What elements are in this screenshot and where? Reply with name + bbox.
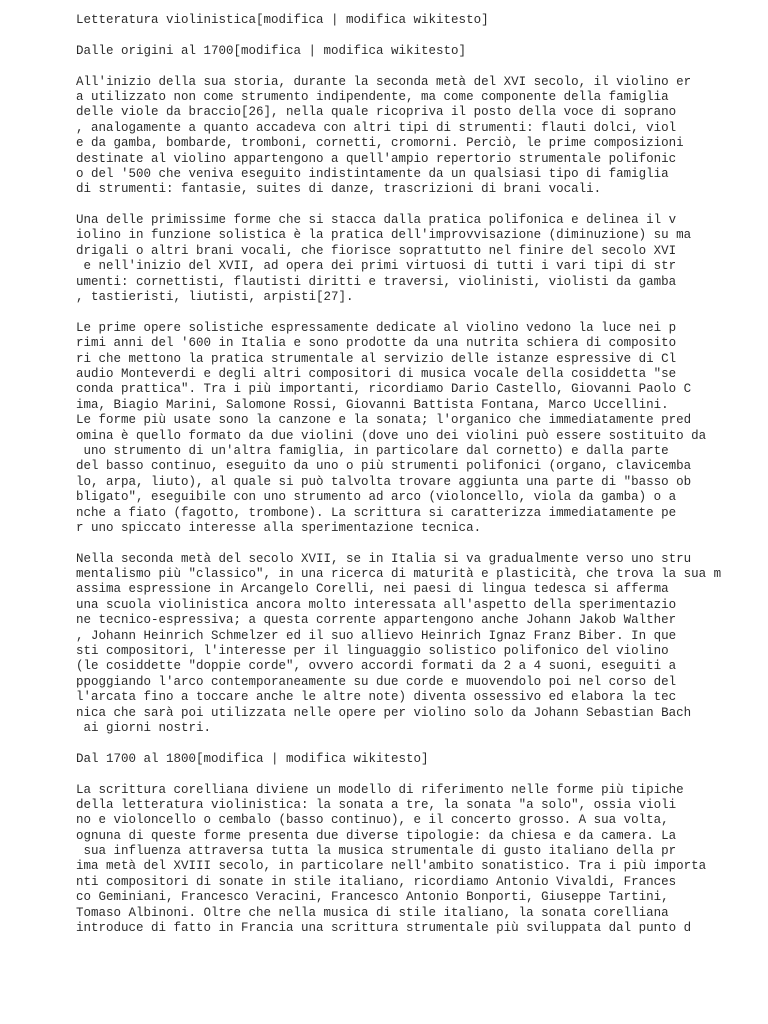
text-line: no e violoncello o cembalo (basso continuo), e il concerto grosso. A sua volta, [76,813,669,828]
paragraph-gap [76,28,756,43]
heading-letteratura-violinistica [76,13,756,28]
text-line: Le prime opere solistiche espressamente dedicate al violino vedono la luce nei p [76,320,677,335]
text-line: ne tecnico-espressiva; a questa corrente appartengono anche Johann Jakob Walther [76,613,677,628]
text-line: e nell'inizio del XVII, ad opera dei primi virtuosi di tutti i vari tipi di str [76,259,677,274]
text-line: Le forme più usate sono la canzone e la sonata; l'organico che immediatamente pred [76,413,692,428]
document-text [76,13,756,936]
text-line: audio Monteverdi e degli altri compositori di musica vocale della cosiddetta "se [76,366,677,381]
text-line: destinate al violino appartengono a quell'ampio repertorio strumentale polifonic [76,151,677,166]
paragraph-3 [76,321,756,536]
text-line: co Geminiani, Francesco Veracini, Francesco Antonio Bonporti, Giuseppe Tartini, [76,890,669,905]
text-line: ri che mettono la pratica strumentale al servizio delle istanze espressive di Cl [76,351,677,366]
text-line: sti compositori, l'interesse per il linguaggio solistico polifonico del violino [76,644,669,659]
text-line: La scrittura corelliana diviene un modello di riferimento nelle forme più tipiche [76,782,684,797]
text-line: (le cosiddette "doppie corde", ovvero accordi formati da 2 a 4 suoni, eseguiti a [76,659,677,674]
text-line: rimi anni del '600 in Italia e sono prodotte da una nutrita schiera di composito [76,336,677,351]
text-line: , tastieristi, liutisti, arpisti[27]. [76,290,354,305]
text-line: lo, arpa, liuto), al quale si può talvolta trovare aggiunta una parte di "basso ob [76,474,692,489]
text-line: iolino in funzione solistica è la pratica dell'improvvisazione (diminuzione) su ma [76,228,692,243]
text-line: Una delle primissime forme che si stacca dalla pratica polifonica e delinea il v [76,213,677,228]
heading-dalle-origini-al-1700 [76,44,756,59]
text-line: della letteratura violinistica: la sonata a tre, la sonata "a solo", ossia violi [76,797,677,812]
paragraph-gap [76,59,756,74]
text-line: bligato", eseguibile con uno strumento ad arco (violoncello, viola da gamba) o a [76,490,677,505]
heading-dal-1700-al-1800 [76,752,756,767]
text-line: ima, Biagio Marini, Salomone Rossi, Giovanni Battista Fontana, Marco Uccellini. [76,397,669,412]
text-line: ppoggiando l'arco contemporaneamente su due corde e muovendolo poi nel corso del [76,674,677,689]
text-line: l'arcata fino a toccare anche le altre note) diventa ossessivo ed elabora la tec [76,690,677,705]
text-line: di strumenti: fantasie, suites di danze, trascrizioni di brani vocali. [76,182,602,197]
text-line: Letteratura violinistica[modifica | modifica wikitesto] [76,13,489,27]
paragraph-gap [76,305,756,320]
text-line: nica che sarà poi utilizzata nelle opere per violino solo da Johann Sebastian Bach [76,705,692,720]
text-line: ai giorni nostri. [76,720,212,735]
text-line: introduce di fatto in Francia una scrittura strumentale più sviluppata dal punto d [76,921,692,936]
text-line: , analogamente a quanto accadeva con altri tipi di strumenti: flauti dolci, viol [76,120,677,135]
paragraph-gap [76,198,756,213]
text-line: All'inizio della sua storia, durante la seconda metà del XVI secolo, il violino er [76,74,692,89]
paragraph-gap [76,536,756,551]
text-line: nti compositori di sonate in stile italiano, ricordiamo Antonio Vivaldi, Frances [76,874,677,889]
text-line: uno strumento di un'altra famiglia, in particolare dal cornetto) e dalla parte [76,443,669,458]
paragraph-1 [76,75,756,198]
text-line: assima espressione in Arcangelo Corelli, nei paesi di lingua tedesca si afferma [76,582,669,597]
text-line: e da gamba, bombarde, tromboni, cornetti, cromorni. Perciò, le prime composizioni [76,136,684,151]
text-line: mentalismo più "classico", in una ricerca di maturità e plasticità, che trova la sua m [76,567,722,582]
text-line: nche a fiato (fagotto, trombone). La scrittura si caratterizza immediatamente pe [76,505,677,520]
text-line: sua influenza attraversa tutta la musica strumentale di gusto italiano della pr [76,844,677,859]
text-line: Tomaso Albinoni. Oltre che nella musica di stile italiano, la sonata corelliana [76,905,669,920]
text-line: umenti: cornettisti, flautisti diritti e traversi, violinisti, violisti da gamba [76,274,677,289]
text-line: o del '500 che veniva eseguito indistintamente da un qualsiasi tipo di famiglia [76,166,669,181]
paragraph-gap [76,767,756,782]
text-line: Dal 1700 al 1800[modifica | modifica wikitesto] [76,751,429,766]
text-line: conda prattica". Tra i più importanti, ricordiamo Dario Castello, Giovanni Paolo C [76,382,692,397]
text-line: , Johann Heinrich Schmelzer ed il suo allievo Heinrich Ignaz Franz Biber. In que [76,628,677,643]
text-line: una scuola violinistica ancora molto interessata all'aspetto della sperimentazio [76,597,677,612]
text-line: drigali o altri brani vocali, che fiorisce soprattutto nel finire del secolo XVI [76,243,677,258]
text-line: Nella seconda metà del secolo XVII, se in Italia si va gradualmente verso uno stru [76,551,692,566]
text-line: omina è quello formato da due violini (dove uno dei violini può essere sostituito da [76,428,707,443]
text-line: Dalle origini al 1700[modifica | modifica wikitesto] [76,43,467,58]
text-line: r uno spiccato interesse alla sperimentazione tecnica. [76,520,482,535]
text-line: delle viole da braccio[26], nella quale ricopriva il posto della voce di soprano [76,105,677,120]
paragraph-5 [76,783,756,937]
text-line: del basso continuo, eseguito da uno o più strumenti polifonici (organo, clavicemba [76,459,692,474]
text-line: a utilizzato non come strumento indipendente, ma come componente della famiglia [76,89,669,104]
text-line: ognuna di queste forme presenta due diverse tipologie: da chiesa e da camera. La [76,828,677,843]
paragraph-4 [76,552,756,737]
paragraph-gap [76,736,756,751]
text-line: ima metà del XVIII secolo, in particolare nell'ambito sonatistico. Tra i più importa [76,859,707,874]
paragraph-2 [76,213,756,305]
